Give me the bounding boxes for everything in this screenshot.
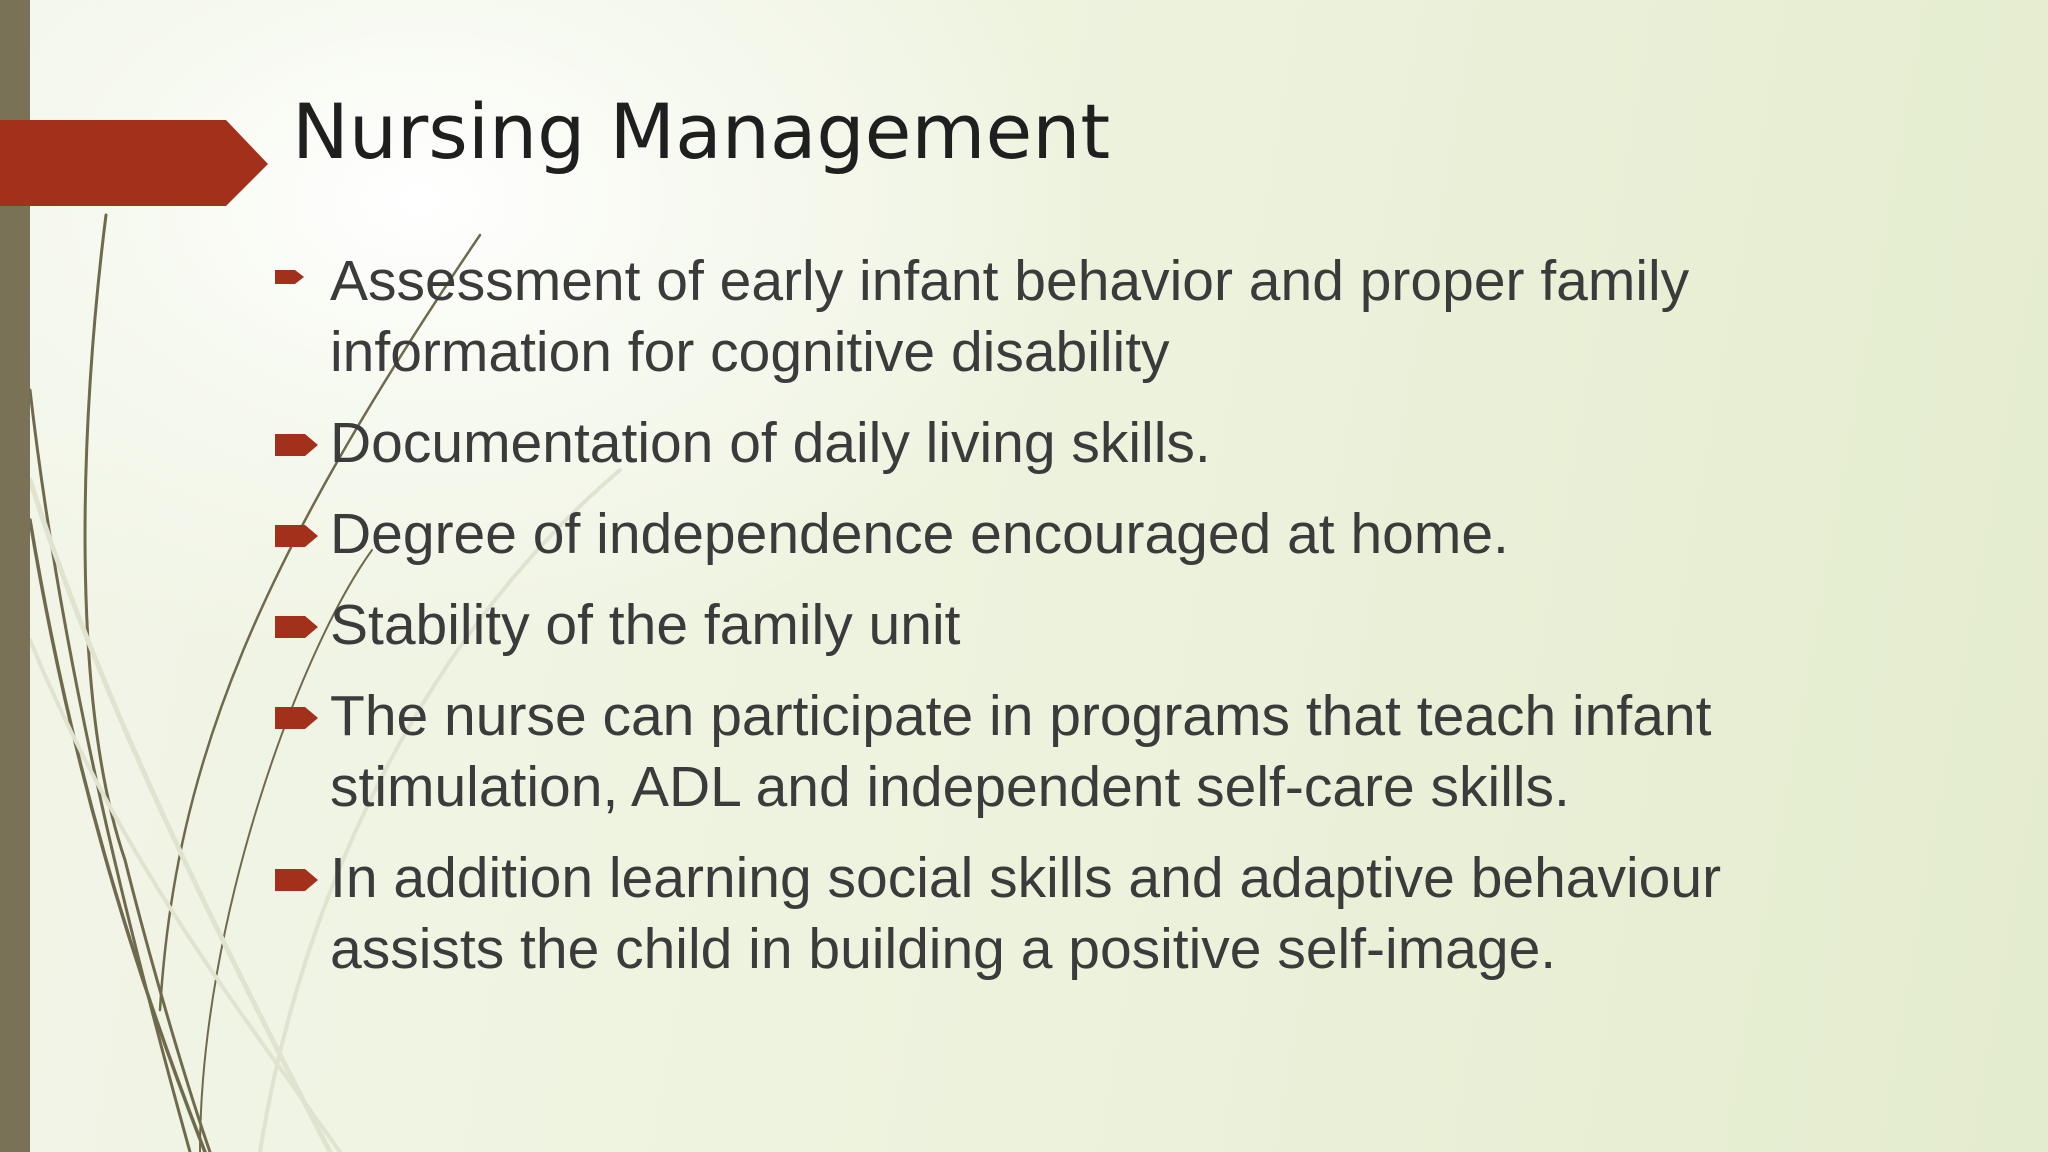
bullet-list: [275, 246, 1835, 1005]
arrow-bullet-icon: [275, 432, 319, 458]
bullet-item: [275, 408, 1835, 479]
bullet-item: [275, 499, 1835, 570]
bullet-text: In addition learning social skills and adaptive behaviour assists the child in building a positive self-image.: [330, 846, 1722, 981]
arrow-bullet-icon: [275, 614, 319, 640]
bullet-text: Assessment of early infant behavior and proper family information for cognitive disability: [330, 249, 1690, 384]
bullet-item: [275, 590, 1835, 661]
bullet-item: [275, 246, 1835, 388]
arrow-bullet-icon: [275, 268, 305, 286]
arrow-bullet-icon: [275, 705, 319, 731]
arrow-bullet-icon: [275, 867, 319, 893]
title-arrow-banner: [0, 0, 270, 210]
bullet-text: Documentation of daily living skills.: [330, 411, 1211, 475]
bullet-text: Degree of independence encouraged at home.: [330, 502, 1509, 566]
slide-title: Nursing Management: [292, 87, 1111, 176]
bullet-text: The nurse can participate in programs that teach infant stimulation, ADL and independent self-care skills.: [330, 684, 1712, 819]
bullet-text: Stability of the family unit: [330, 593, 961, 657]
bullet-item: [275, 681, 1835, 823]
arrow-bullet-icon: [275, 523, 319, 549]
bullet-item: [275, 843, 1835, 985]
